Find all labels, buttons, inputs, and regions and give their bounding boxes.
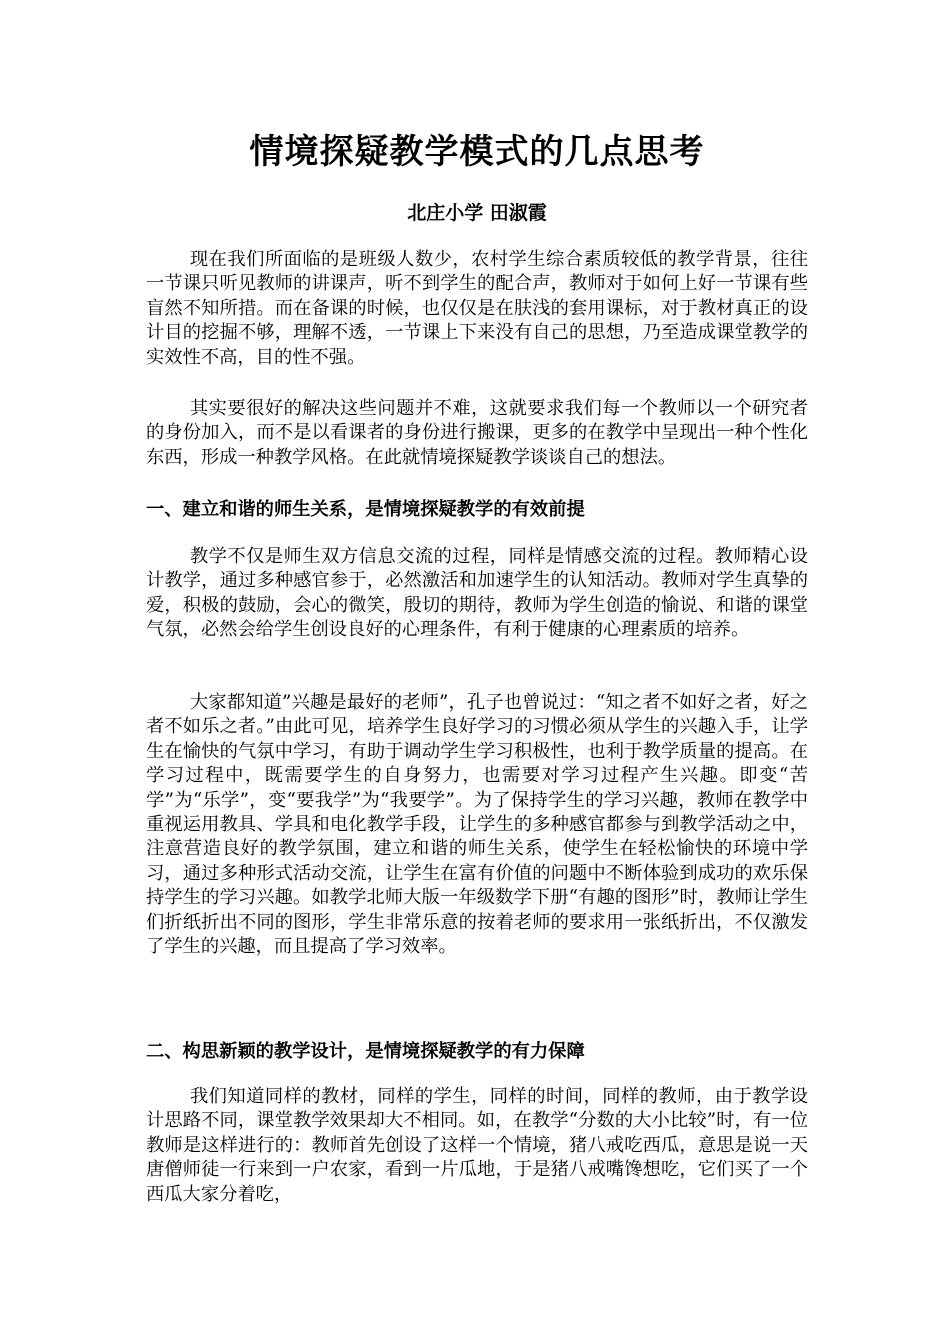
intro-paragraph-1: 现在我们所面临的是班级人数少，农村学生综合素质较低的教学背景，往往一节课只听见教师的讲课声，听不到学生的配合声，教师对于如何上好一节课有些盲然不知所措。而在备课的时候，也仅仅是在肤浅的套用课标，对于教材真正的设计目的挖掘不够，理解不透，一节课上下来没有自己的思想，乃至造成课堂教学的实效性不高，目的性不强。 bbox=[146, 249, 808, 368]
section-1-paragraph-1: 教学不仅是师生双方信息交流的过程，同样是情感交流的过程。教师精心设计教学，通过多种感官参于，必然激活和加速学生的认知活动。教师对学生真挚的爱，积极的鼓励，会心的微笑，殷切的期待，教师为学生创造的愉说、和谐的课堂气氛，必然会给学生创设良好的心理条件，有利于健康的心理素质的培养。 bbox=[146, 546, 808, 641]
page-title: 情境探疑教学模式的几点思考 bbox=[249, 132, 705, 172]
author-line: 北庄小学 田淑霞 bbox=[407, 202, 547, 224]
section-1-paragraph-2: 大家都知道”兴趣是最好的老师”，孔子也曾说过：“知之者不如好之者，好之者不如乐之者。”由此可见，培养学生良好学习的习惯必须从学生的兴趣入手，让学生在愉快的气氛中学习，有助于调动学生学习积极性，也利于教学质量的提高。在学习过程中，既需要学生的自身努力，也需要对学习过程产生兴趣。即变“苦学”为“乐学”，变“要我学”为“我要学”。为了保持学生的学习兴趣，教师在教学中重视运用教具、学具和电化教学手段，让学生的多种感官都参与到教学活动之中，注意营造良好的教学氛围，建立和谐的师生关系，使学生在轻松愉快的环境中学习，通过多种形式活动交流，让学生在富有价值的问题中不断体验到成功的欢乐保持学生的学习兴趣。如教学北师大版一年级数学下册“有趣的图形”时，教师让学生们折纸折出不同的图形，学生非常乐意的按着老师的要求用一张纸折出，不仅激发了学生的兴趣，而且提高了学习效率。 bbox=[146, 692, 808, 958]
section-2-heading: 二、构思新颖的教学设计，是情境探疑教学的有力保障 bbox=[146, 1041, 585, 1062]
intro-paragraph-2: 其实要很好的解决这些问题并不难，这就要求我们每一个教师以一个研究者的身份加入，而不是以看课者的身份进行搬课，更多的在教学中呈现出一种个性化东西，形成一种教学风格。在此就情境探疑教学谈谈自己的想法。 bbox=[146, 398, 808, 468]
section-2-paragraph-1: 我们知道同样的教材，同样的学生，同样的时间，同样的教师，由于教学设计思路不同，课堂教学效果却大不相同。如，在教学“分数的大小比较”时，有一位教师是这样进行的：教师首先创设了这样一个情境，猪八戒吃西瓜，意思是说一天唐僧师徒一行来到一户农家，看到一片瓜地，于是猪八戒嘴馋想吃，它们买了一个西瓜大家分着吃， bbox=[146, 1086, 808, 1205]
section-1-heading: 一、建立和谐的师生关系，是情境探疑教学的有效前提 bbox=[146, 499, 585, 520]
